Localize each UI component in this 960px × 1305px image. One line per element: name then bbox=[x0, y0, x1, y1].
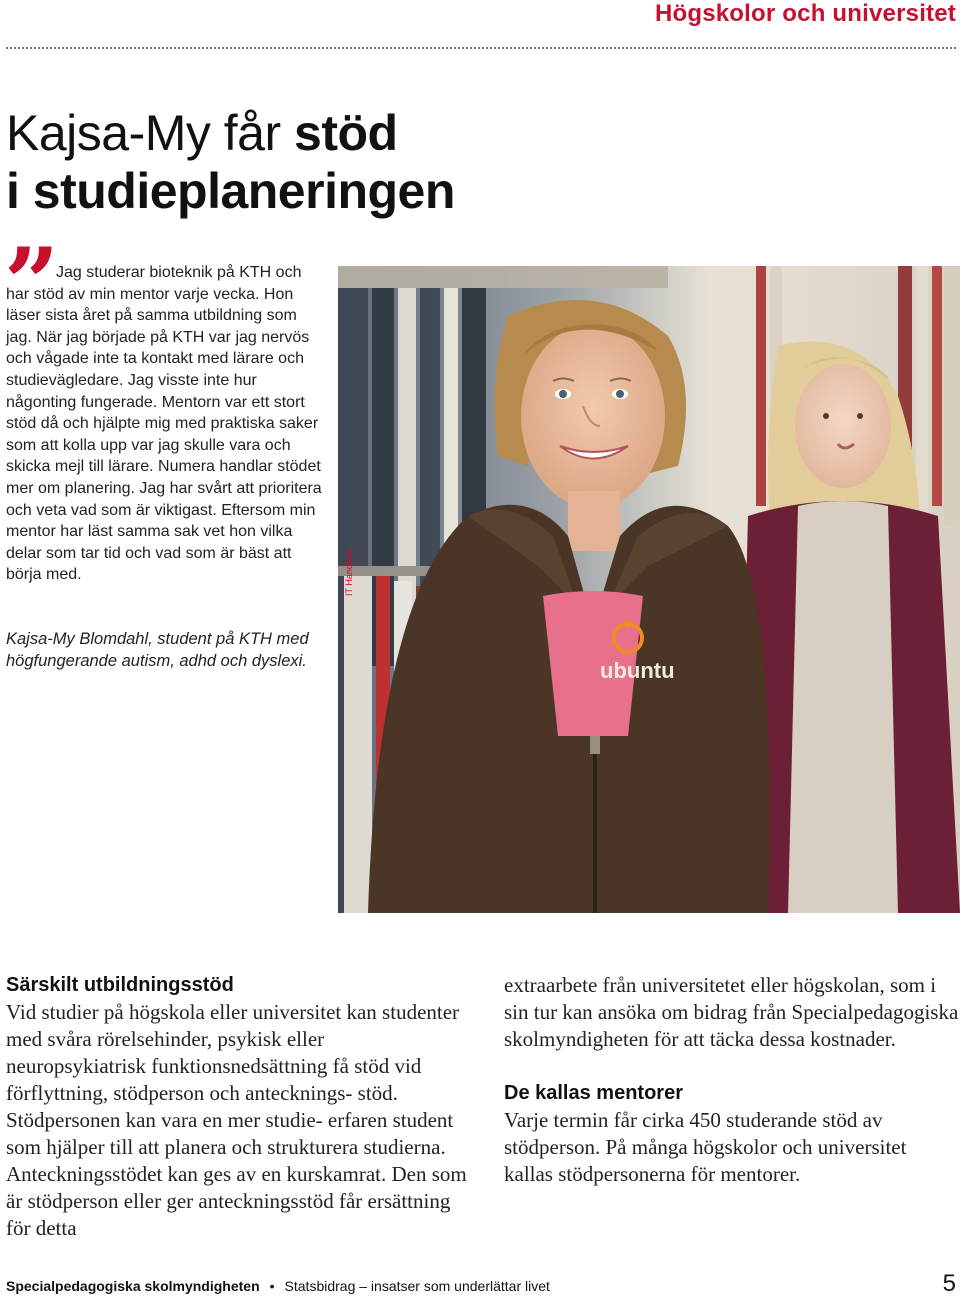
right-paragraph-2: Varje termin får cirka 450 studerande stöd av stödperson. På många högskolor och universitet kallas stödpersonerna för mentorer. bbox=[504, 1108, 907, 1186]
footer bbox=[6, 1278, 956, 1294]
page-number: 5 bbox=[942, 1270, 956, 1297]
right-paragraph-1: extraarbete från universitetet eller högskolan, som i sin tur kan ansöka om bidrag från Specialpedagogiska skolmyndigheten för att täcka dessa kostnader. bbox=[504, 973, 959, 1051]
title-regular: Kajsa-My får bbox=[6, 105, 295, 161]
footer-publication: Statsbidrag – insatser som underlättar livet bbox=[284, 1278, 550, 1294]
dotted-divider bbox=[6, 47, 956, 49]
quote-text bbox=[6, 262, 326, 586]
shirt-logo-text: ubuntu bbox=[600, 658, 675, 683]
left-paragraph: Vid studier på högskola eller universitet kan studenter med svåra rörelsehinder, psykisk eller neuropsykiatrisk funktionsnedsättning få stöd vid förflyttning, stödperson och antecknings- stöd. Stödpersonen kan vara en mer studie- erfaren student som hjälper till att planera och strukturera studierna. Anteckningsstödet kan ges av en kurskamrat. Den som är stödperson eller ger anteckningsstöd får ersättning för detta bbox=[6, 1000, 467, 1240]
section-header: Högskolor och universitet bbox=[654, 0, 956, 27]
quotation-mark-icon: ” bbox=[4, 227, 50, 340]
title-line-2: i studieplaneringen bbox=[6, 163, 455, 219]
right-column bbox=[504, 972, 960, 1188]
quote-attribution: Kajsa-My Blomdahl, student på KTH med högfungerande autism, adhd och dyslexi. bbox=[6, 630, 309, 670]
title-bold-word: stöd bbox=[294, 105, 398, 161]
left-heading: Särskilt utbildningsstöd bbox=[6, 974, 234, 996]
book-spine-text: IT Handbok bbox=[344, 549, 354, 596]
quote-body: Jag studerar bioteknik på KTH och har stöd av min mentor varje vecka. Hon läser sista året på samma utbildning som jag. När jag började på KTH var jag nervös och vågade inte ta kontakt med lärare och studievägledare. Jag visste inte hur någonting fungerade. Mentorn var ett stort stöd då och hjälpte mig med praktiska saker som att kolla upp var jag skulle vara och skicka mejl till lärare. Numera handlar stödet mer om planering. Jag har svårt att prioritera och veta vad som är viktigast. Eftersom min mentor har läst samma sak vet hon vilka delar som tar tid och vad som är bäst att börja med. bbox=[6, 264, 322, 584]
left-column bbox=[6, 972, 468, 1242]
footer-organization: Specialpedagogiska skolmyndigheten bbox=[6, 1278, 260, 1294]
footer-bullet: • bbox=[269, 1278, 275, 1294]
right-heading: De kallas mentorer bbox=[504, 1082, 683, 1104]
article-photo bbox=[338, 266, 960, 913]
article-title bbox=[6, 104, 455, 220]
